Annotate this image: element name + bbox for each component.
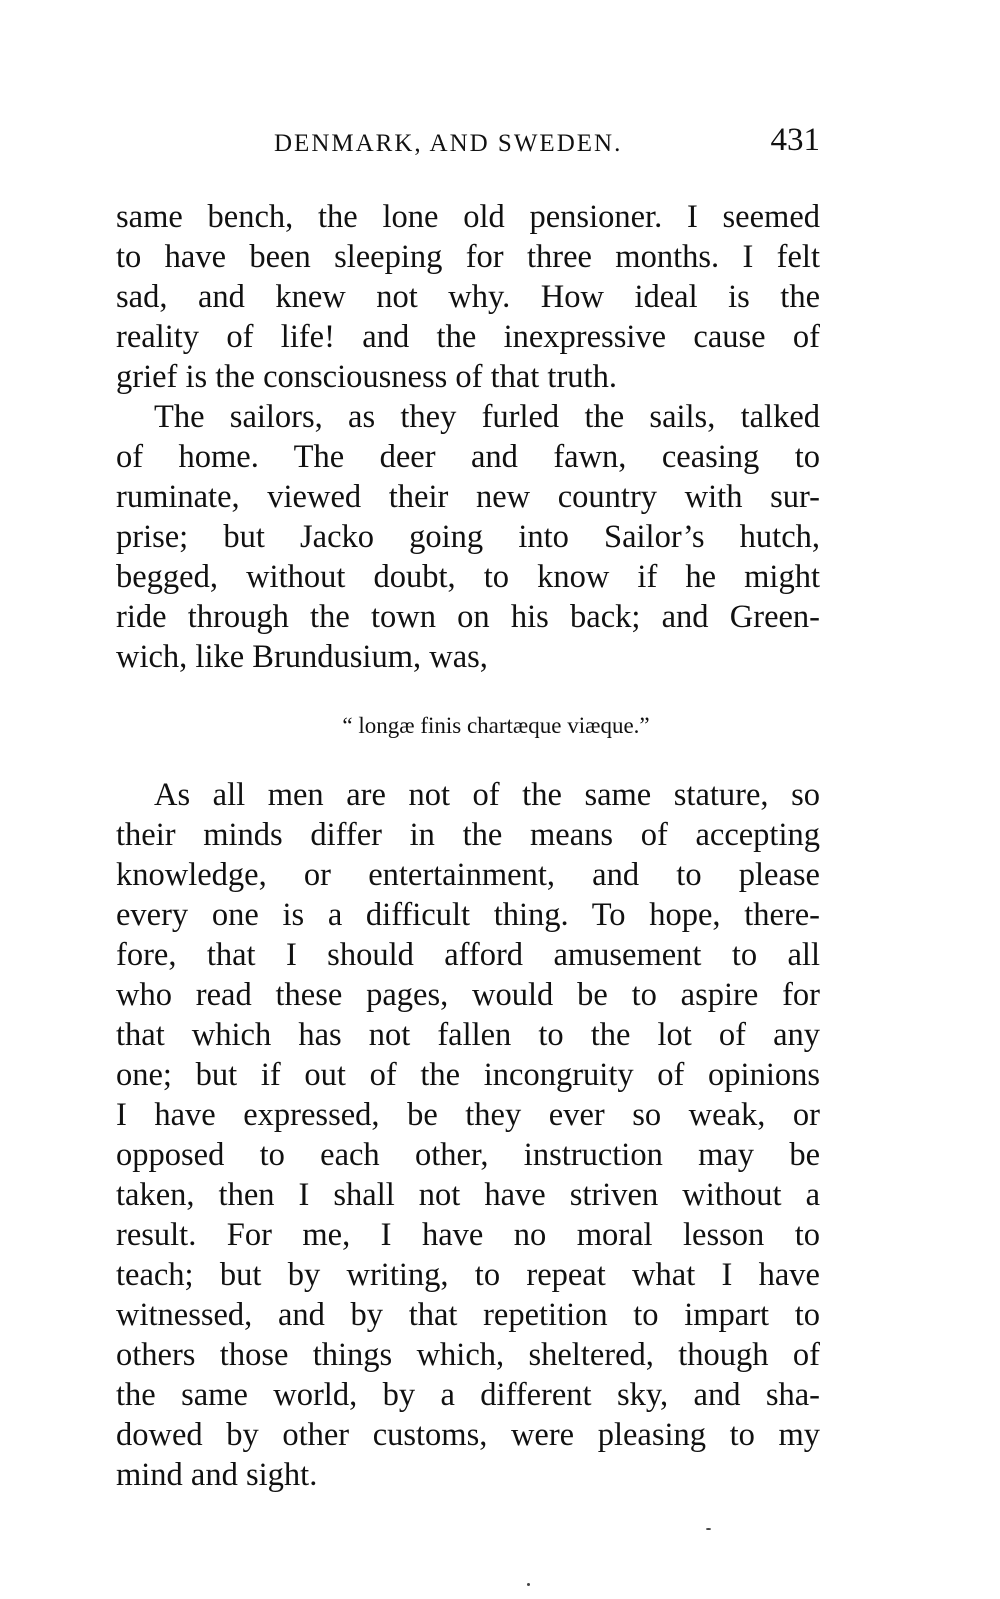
text-line: others those things which, sheltered, though of [116,1337,820,1373]
text-line: who read these pages, would be to aspire for [116,977,820,1013]
paragraph-2 [116,397,820,677]
text-line: to have been sleeping for three months. I felt [116,239,820,275]
text-line: mind and sight. [116,1457,318,1493]
paragraph-1 [116,197,820,397]
paragraph-3 [116,775,820,1495]
text-line: opposed to each other, instruction may be [116,1137,820,1173]
running-title: DENMARK, AND SWEDEN. [274,130,623,157]
text-line: I have expressed, be they ever so weak, or [116,1097,820,1133]
text-line: dowed by other customs, were pleasing to my [116,1417,820,1453]
text-line: witnessed, and by that repetition to impart to [116,1297,820,1333]
text-line: sad, and knew not why. How ideal is the [116,279,820,315]
text-line: their minds differ in the means of accepting [116,817,820,853]
scan-speck [706,1528,711,1530]
text-line: prise; but Jacko going into Sailor’s hutch, [116,519,820,555]
text-line: that which has not fallen to the lot of any [116,1017,820,1053]
text-line: taken, then I shall not have striven without a [116,1177,820,1213]
text-line: ruminate, viewed their new country with sur- [116,479,820,515]
text-line: wich, like Brundusium, was, [116,639,488,675]
text-line: The sailors, as they furled the sails, talked [154,399,820,435]
text-line: As all men are not of the same stature, so [154,777,820,813]
body-text [116,197,820,1495]
latin-quotation: “ longæ finis chartæque viæque.” [342,713,650,738]
text-line: the same world, by a different sky, and sha- [116,1377,820,1413]
text-line: ride through the town on his back; and Green- [116,599,820,635]
text-line: every one is a difficult thing. To hope, there- [116,897,820,933]
text-line: knowledge, or entertainment, and to please [116,857,820,893]
text-line: fore, that I should afford amusement to all [116,937,820,973]
text-line: teach; but by writing, to repeat what I have [116,1257,820,1293]
text-line: reality of life! and the inexpressive cause of [116,319,820,355]
text-line: of home. The deer and fawn, ceasing to [116,439,820,475]
running-head [116,120,820,170]
text-line: same bench, the lone old pensioner. I seemed [116,199,820,235]
page-number: 431 [770,122,820,158]
scan-speck [527,1583,530,1586]
text-line: one; but if out of the incongruity of opinions [116,1057,820,1093]
text-line: result. For me, I have no moral lesson to [116,1217,820,1253]
text-line: grief is the consciousness of that truth. [116,359,617,395]
text-line: begged, without doubt, to know if he might [116,559,820,595]
